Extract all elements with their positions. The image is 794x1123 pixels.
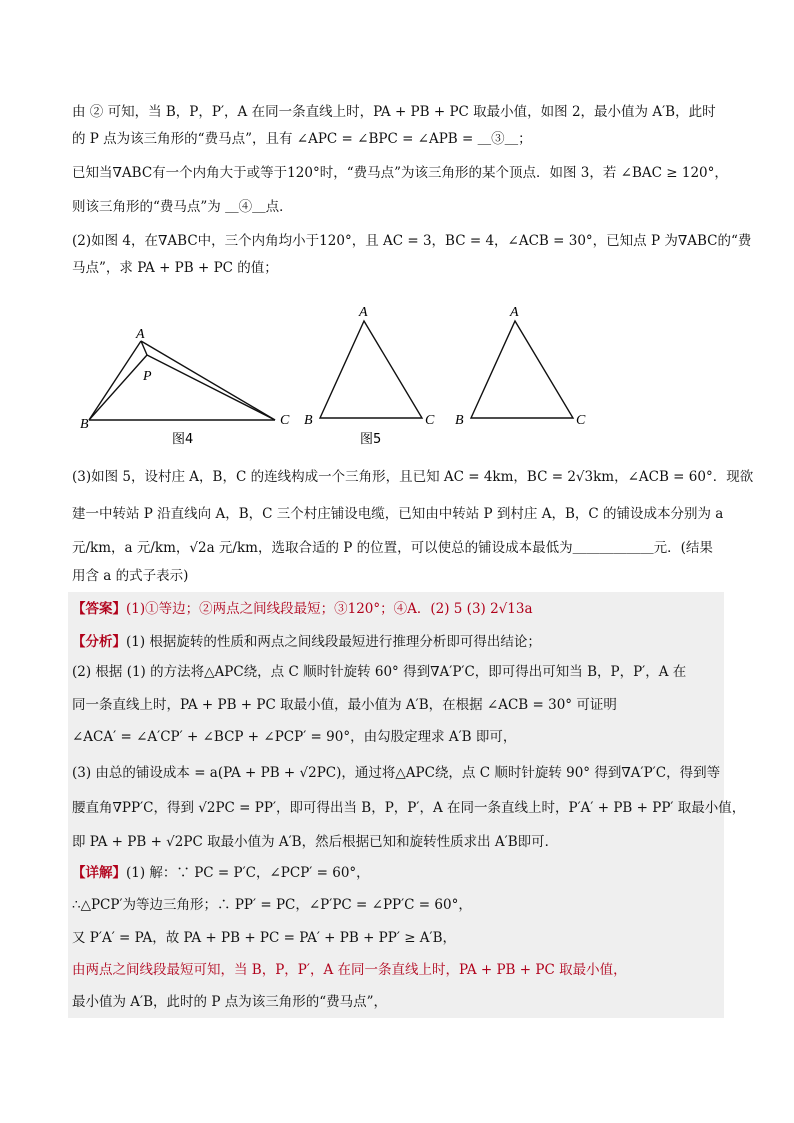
- fig5-label-c: C: [425, 413, 435, 428]
- fig4-label-p: P: [143, 369, 152, 384]
- analysis-line-4: ∠ACA′ = ∠A′CP′ + ∠BCP + ∠PCP′ = 90°，由勾股定理求 A′B 即可，: [72, 729, 517, 745]
- analysis-line-2: (2) 根据 (1) 的方法将△APC绕，点 C 顺时针旋转 60° 得到∇A′P′C，即可得出可知当 B，P，P′，A 在: [72, 664, 687, 680]
- fig5-label-b: B: [304, 413, 313, 428]
- fig6-label-a: A: [510, 305, 519, 320]
- answer-text: (1)①等边；②两点之间线段最短；③120°；④A．(2) 5 (3) 2√13a: [126, 601, 533, 617]
- fig4-label-b: B: [80, 417, 89, 432]
- fig4-caption: 图4: [172, 432, 194, 447]
- problem-line-6: 马点”，求 PA + PB + PC 的值；: [72, 260, 278, 276]
- detail-line-1: [72, 863, 370, 883]
- problem-line-3: 已知当∇ABC有一个内角大于或等于120°时，“费马点”为该三角形的某个顶点．如图 3，若 ∠BAC ≥ 120°，: [72, 165, 728, 181]
- detail-tag: 【详解】: [72, 865, 126, 881]
- figure-5: [300, 298, 450, 448]
- detail-text-1: (1) 解：∵ PC = P′C，∠PCP′ = 60°，: [126, 865, 370, 881]
- fig5-caption: 图5: [360, 432, 382, 447]
- problem-line-4: 则该三角形的“费马点”为 ＿④＿点．: [72, 199, 293, 215]
- fig4-seg-pb: [89, 355, 147, 420]
- fig6-label-b: B: [455, 413, 464, 428]
- analysis-tag: 【分析】: [72, 634, 126, 650]
- detail-line-2: ∴△PCP′为等边三角形；∴ PP′ = PC，∠P′PC = ∠PP′C = 60°，: [72, 897, 472, 913]
- fig4-seg-pc: [147, 355, 275, 420]
- answer-tag: 【答案】: [72, 601, 126, 617]
- answer-line: [72, 599, 533, 619]
- fig4-side-ac: [141, 341, 275, 420]
- analysis-line-6: 腰直角∇PP′C，得到 √2PC = PP′，即可得出当 B，P，P′，A 在同一条直线上时，P′A′ + PB + PP′ 取最小值，: [72, 800, 746, 816]
- problem-line-9: 元/km，a 元/km，√2a 元/km，选取合适的 P 的位置，可以使总的铺设成本最低为＿＿＿＿＿＿元．(结果: [72, 540, 713, 556]
- fig5-triangle: [320, 321, 422, 418]
- analysis-line-1: [72, 632, 541, 652]
- figure-4: [78, 298, 298, 448]
- detail-line-4: 由两点之间线段最短可知，当 B，P，P′，A 在同一条直线上时，PA + PB + PC 取最小值，: [72, 962, 627, 978]
- analysis-line-7: 即 PA + PB + √2PC 取最小值为 A′B，然后根据已知和旋转性质求出 A′B即可．: [72, 834, 559, 850]
- fig6-triangle: [471, 321, 573, 418]
- problem-line-10: 用含 a 的式子表示): [72, 568, 189, 584]
- analysis-text-1: (1) 根据旋转的性质和两点之间线段最短进行推理分析即可得出结论；: [126, 634, 541, 650]
- fig5-label-a: A: [359, 305, 368, 320]
- problem-line-2: 的 P 点为该三角形的“费马点”，且有 ∠APC = ∠BPC = ∠APB = ＿③＿；: [72, 131, 532, 147]
- analysis-line-3: 同一条直线上时，PA + PB + PC 取最小值，最小值为 A′B，在根据 ∠ACB = 30° 可证明: [72, 697, 617, 713]
- analysis-line-5: (3) 由总的铺设成本 = a(PA + PB + √2PC)，通过将△APC绕，点 C 顺时针旋转 90° 得到∇A′P′C，得到等: [72, 765, 721, 781]
- fig4-side-ab: [89, 341, 141, 420]
- problem-line-5: (2)如图 4，在∇ABC中，三个内角均小于120°，且 AC = 3，BC = 4，∠ACB = 30°，已知点 P 为∇ABC的“费: [72, 233, 752, 249]
- detail-line-5: 最小值为 A′B，此时的 P 点为该三角形的“费马点”，: [72, 994, 387, 1010]
- problem-line-8: 建一中转站 P 沿直线向 A，B，C 三个村庄铺设电缆，已知由中转站 P 到村庄 A，B，C 的铺设成本分别为 a: [72, 506, 724, 522]
- fig4-label-c: C: [280, 413, 290, 428]
- fig6-label-c: C: [576, 413, 586, 428]
- problem-line-1: 由 ② 可知，当 B，P，P′，A 在同一条直线上时，PA + PB + PC 取最小值，如图 2，最小值为 A′B，此时: [72, 104, 716, 120]
- problem-line-7: (3)如图 5，设村庄 A，B，C 的连线构成一个三角形，且已知 AC = 4km，BC = 2√3km，∠ACB = 60°．现欲: [72, 469, 754, 485]
- detail-line-3: 又 P′A′ = PA，故 PA + PB + PC = PA′ + PB + PP′ ≥ A′B，: [72, 930, 457, 946]
- fig4-label-a: A: [136, 327, 145, 342]
- figure-6: [450, 298, 600, 448]
